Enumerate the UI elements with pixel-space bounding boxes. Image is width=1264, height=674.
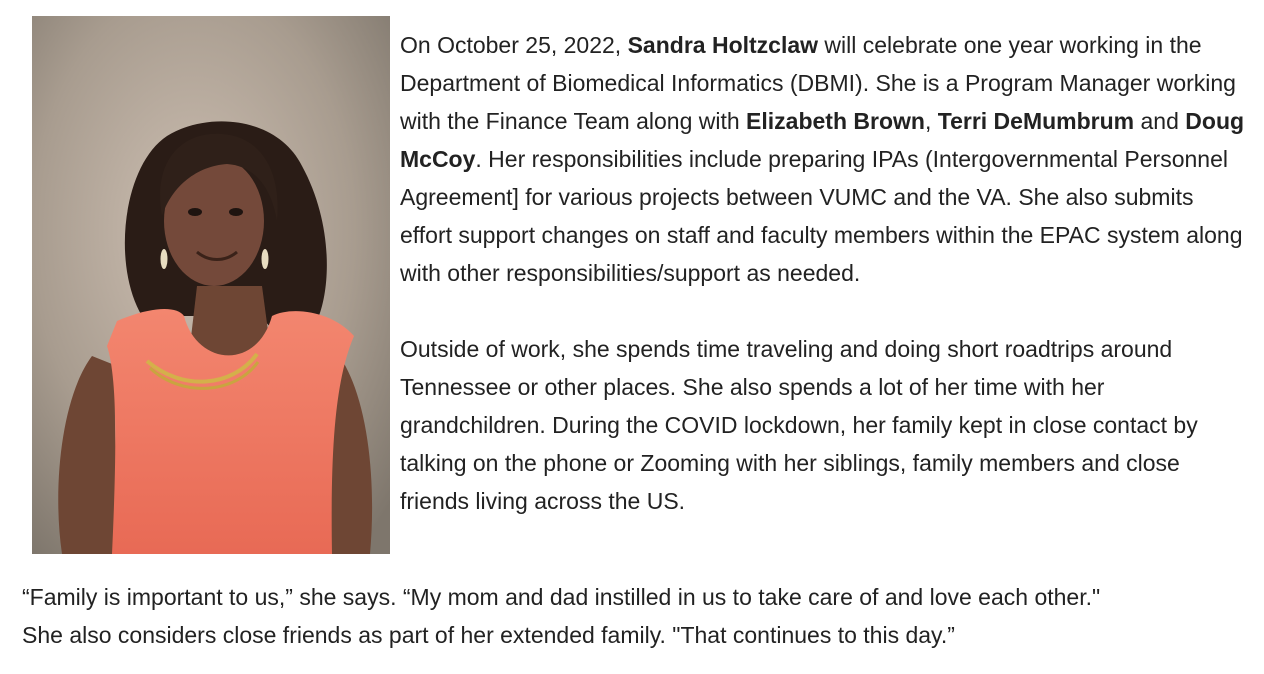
intro-text-1: On October 25, 2022, — [400, 32, 628, 58]
quote-line-1: “Family is important to us,” she says. “My mom and dad instilled in us to take care of and love each other." — [22, 584, 1101, 610]
intro-paragraph — [400, 26, 1250, 292]
intro-text-4: and — [1134, 108, 1186, 134]
portrait-photo — [32, 16, 390, 554]
name-doug-mccoy: Doug McCoy — [400, 108, 1245, 172]
name-elizabeth-brown: Elizabeth Brown — [746, 108, 925, 134]
article-body — [400, 26, 1250, 520]
intro-text-3: , — [924, 108, 938, 134]
name-terri-demumbrum: Terri DeMumbrum — [937, 108, 1135, 134]
quote-block — [22, 578, 1252, 654]
intro-text-2: will celebrate one year working in the Department of Biomedical Informatics (DBMI). She is a Program Manager working with the Finance Team along with — [400, 32, 1236, 134]
outside-work-paragraph: Outside of work, she spends time traveling and doing short roadtrips around Tennessee or other places. She also spends a lot of her time with her grandchildren. During the COVID lockdown, her family kept in close contact by talking on the phone or Zooming with her siblings, family members and close friends living across the US. — [400, 336, 1198, 514]
intro-text-5: . Her responsibilities include preparing IPAs (Intergovernmental Personnel Agreement] for various projects between VUMC and the VA. She also submits effort support changes on staff and faculty members within the EPAC system along with other responsibilities/support as needed. — [400, 146, 1243, 286]
quote-line-2: She also considers close friends as part of her extended family. "That continues to this day.” — [22, 622, 955, 648]
name-sandra-holtzclaw: Sandra Holtzclaw — [627, 32, 819, 58]
